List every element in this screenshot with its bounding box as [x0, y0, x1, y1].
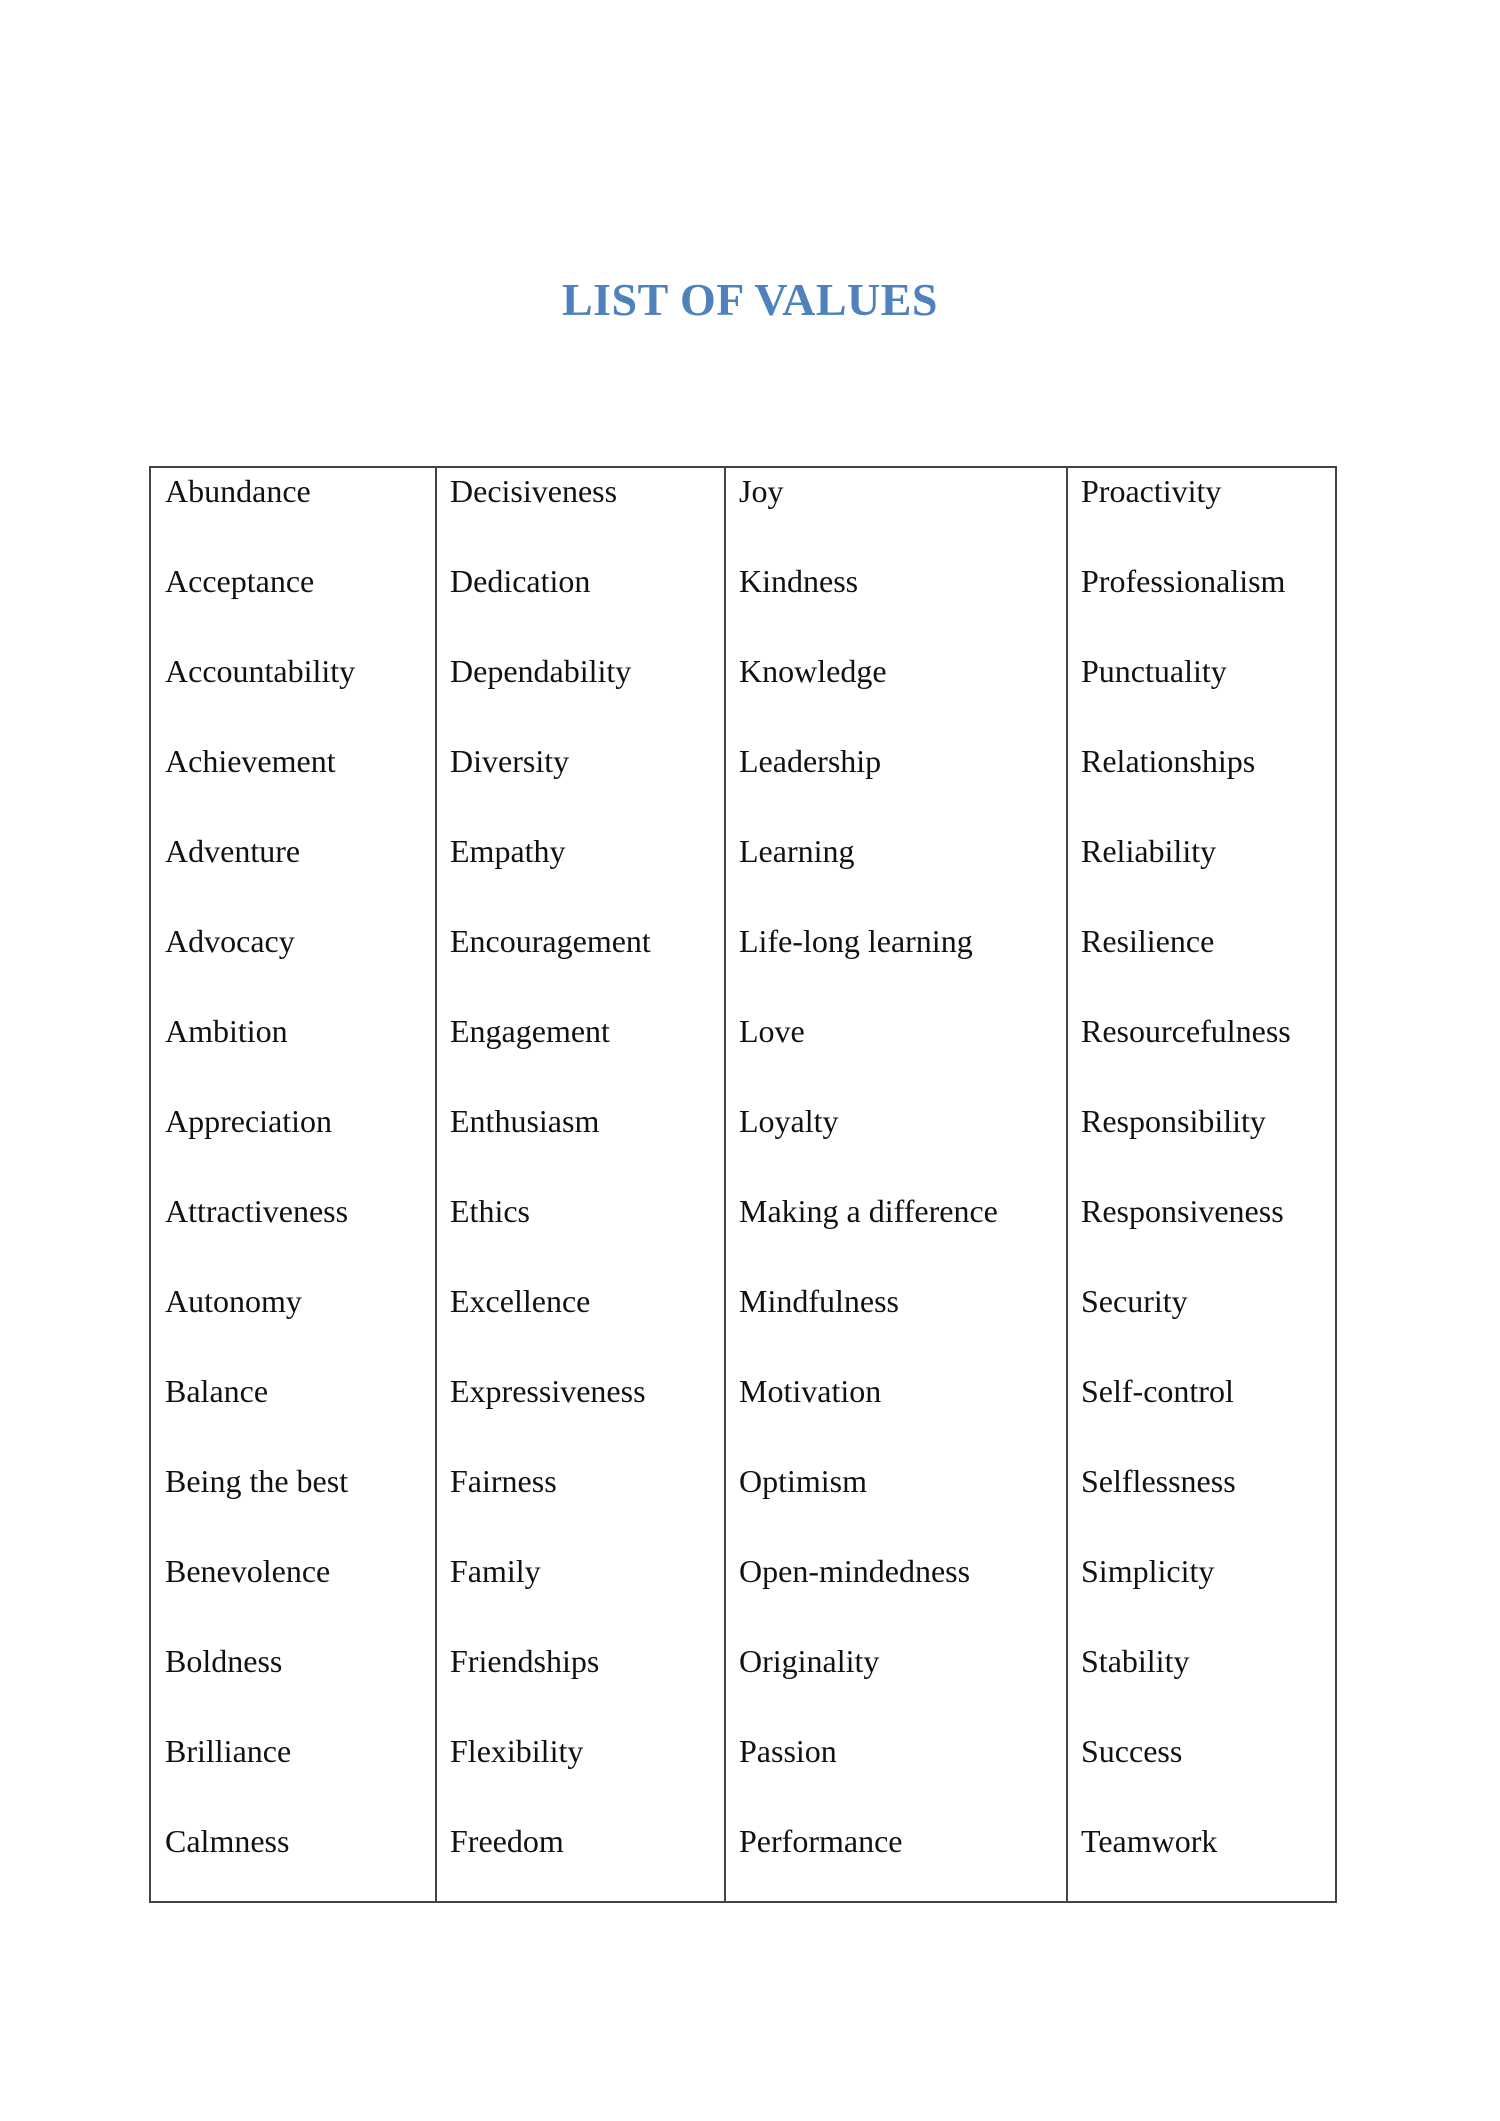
value-item: Autonomy [165, 1283, 302, 1319]
value-item: Encouragement [450, 923, 651, 959]
value-item: Responsibility [1081, 1103, 1266, 1139]
value-item: Resourcefulness [1081, 1013, 1291, 1049]
value-item: Freedom [450, 1823, 564, 1859]
value-item: Relationships [1081, 743, 1256, 779]
value-item: Punctuality [1081, 653, 1227, 689]
value-item: Friendships [450, 1643, 600, 1679]
value-item: Fairness [450, 1463, 557, 1499]
value-item: Being the best [165, 1463, 349, 1499]
value-item: Loyalty [739, 1103, 839, 1139]
values-column-3 [726, 468, 1068, 1901]
value-item: Professionalism [1081, 563, 1286, 599]
value-item: Boldness [165, 1643, 283, 1679]
value-item: Mindfulness [739, 1283, 899, 1319]
value-item: Empathy [450, 833, 566, 869]
value-item: Engagement [450, 1013, 610, 1049]
value-item: Family [450, 1553, 541, 1589]
value-item: Diversity [450, 743, 570, 779]
value-item: Adventure [165, 833, 301, 869]
value-item: Simplicity [1081, 1553, 1215, 1589]
value-item: Dedication [450, 563, 591, 599]
value-item: Enthusiasm [450, 1103, 600, 1139]
value-item: Stability [1081, 1643, 1190, 1679]
value-item: Appreciation [165, 1103, 333, 1139]
value-item: Ethics [450, 1193, 530, 1229]
value-item: Achievement [165, 743, 336, 779]
value-item: Proactivity [1081, 473, 1222, 509]
value-item: Learning [739, 833, 855, 869]
value-item: Excellence [450, 1283, 591, 1319]
value-item: Abundance [165, 473, 311, 509]
value-item: Passion [739, 1733, 837, 1769]
value-item: Motivation [739, 1373, 882, 1409]
value-item: Optimism [739, 1463, 868, 1499]
page-title: LIST OF VALUES [561, 274, 939, 325]
value-item: Self-control [1081, 1373, 1234, 1409]
value-item: Love [739, 1013, 805, 1049]
value-item: Joy [739, 473, 784, 509]
value-item: Selflessness [1081, 1463, 1236, 1499]
value-item: Leadership [739, 743, 882, 779]
value-item: Resilience [1081, 923, 1215, 959]
values-column-1 [151, 468, 437, 1901]
value-item: Decisiveness [450, 473, 618, 509]
value-item: Balance [165, 1373, 269, 1409]
value-item: Making a difference [739, 1193, 998, 1229]
value-item: Teamwork [1081, 1823, 1218, 1859]
value-item: Dependability [450, 653, 632, 689]
value-item: Expressiveness [450, 1373, 646, 1409]
value-item: Calmness [165, 1823, 290, 1859]
values-column-4 [1068, 468, 1335, 1901]
value-item: Responsiveness [1081, 1193, 1284, 1229]
value-item: Flexibility [450, 1733, 584, 1769]
value-item: Acceptance [165, 563, 315, 599]
value-item: Life-long learning [739, 923, 973, 959]
value-item: Security [1081, 1283, 1188, 1319]
value-item: Open-mindedness [739, 1553, 971, 1589]
value-item: Attractiveness [165, 1193, 349, 1229]
value-item: Kindness [739, 563, 859, 599]
value-item: Benevolence [165, 1553, 331, 1589]
value-item: Accountability [165, 653, 356, 689]
value-item: Knowledge [739, 653, 887, 689]
value-item: Brilliance [165, 1733, 292, 1769]
values-table [149, 466, 1337, 1903]
values-column-2 [437, 468, 726, 1901]
value-item: Performance [739, 1823, 903, 1859]
value-item: Reliability [1081, 833, 1217, 869]
value-item: Success [1081, 1733, 1183, 1769]
value-item: Advocacy [165, 923, 295, 959]
value-item: Ambition [165, 1013, 288, 1049]
value-item: Originality [739, 1643, 880, 1679]
